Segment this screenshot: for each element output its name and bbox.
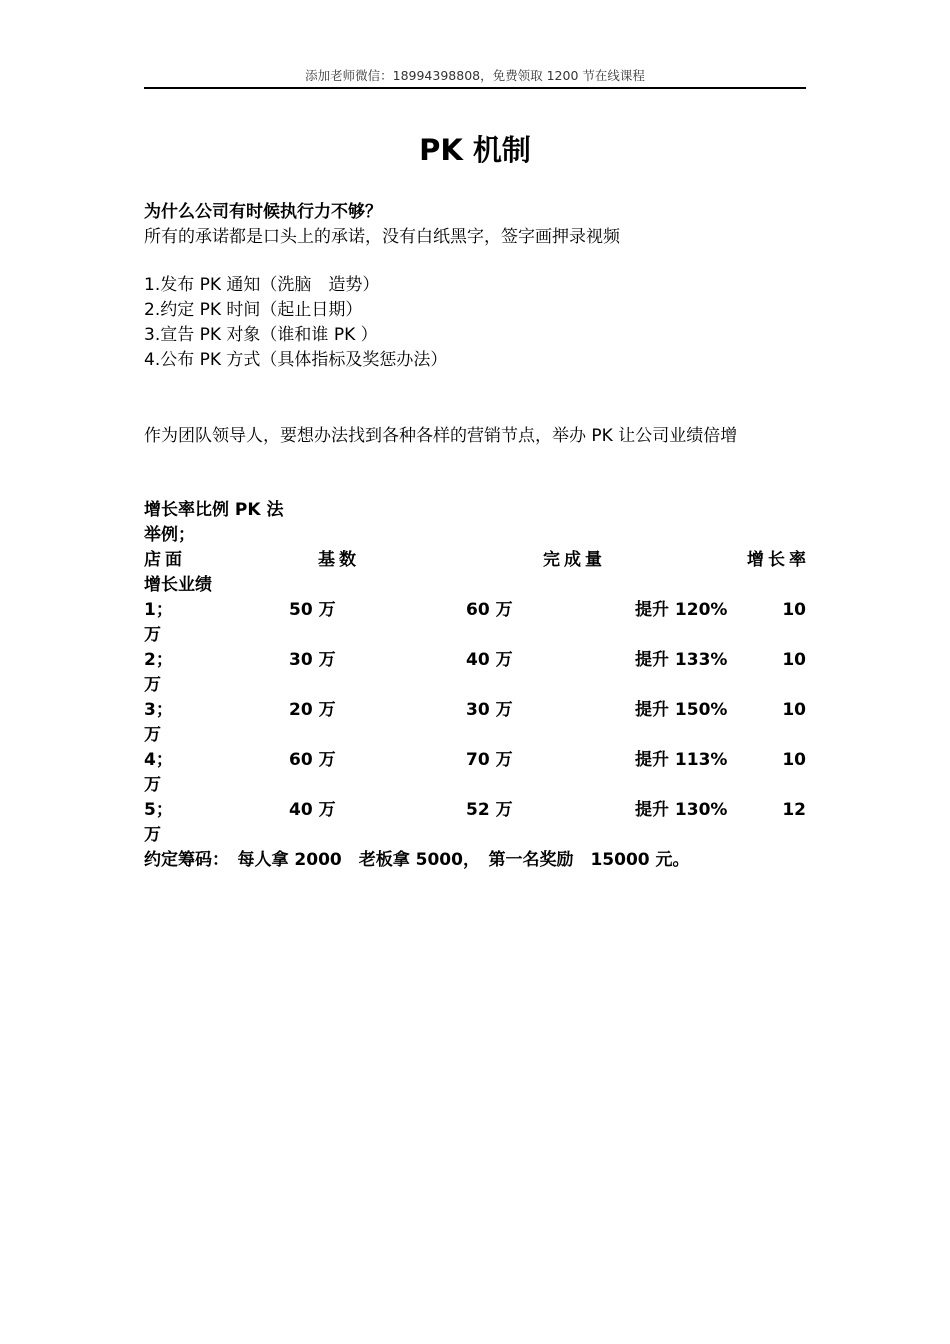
- row-gain-unit: 万: [144, 775, 161, 795]
- row-rate: 提升 113%: [635, 750, 728, 770]
- row-gain-unit: 万: [144, 725, 161, 745]
- row-gain-number: 10: [782, 600, 806, 620]
- page-title: PK 机制: [419, 133, 531, 167]
- row-done: 60 万: [466, 600, 513, 620]
- leader-note: 作为团队领导人，要想办法找到各种各样的营销节点，举办 PK 让公司业绩倍增: [144, 426, 738, 446]
- question-heading: 为什么公司有时候执行力不够？: [144, 202, 382, 222]
- row-done: 40 万: [466, 650, 513, 670]
- row-gain-number: 10: [782, 700, 806, 720]
- table-header-rate: 增长率: [747, 550, 810, 570]
- row-gain-number: 12: [782, 800, 806, 820]
- row-base: 60 万: [289, 750, 336, 770]
- table-header-done: 完成量: [543, 550, 606, 570]
- table-header-store: 店面: [144, 550, 186, 570]
- row-rate: 提升 133%: [635, 650, 728, 670]
- row-rate: 提升 120%: [635, 600, 728, 620]
- row-done: 52 万: [466, 800, 513, 820]
- row-store: 3；: [144, 700, 173, 720]
- row-store: 4；: [144, 750, 173, 770]
- row-gain-unit: 万: [144, 675, 161, 695]
- row-store: 2；: [144, 650, 173, 670]
- row-base: 20 万: [289, 700, 336, 720]
- answer-text: 所有的承诺都是口头上的承诺，没有白纸黑字，签字画押录视频: [144, 227, 620, 247]
- row-rate: 提升 130%: [635, 800, 728, 820]
- row-gain-number: 10: [782, 750, 806, 770]
- row-gain-number: 10: [782, 650, 806, 670]
- method-title: 增长率比例 PK 法: [144, 500, 284, 520]
- row-done: 70 万: [466, 750, 513, 770]
- row-done: 30 万: [466, 700, 513, 720]
- table-header-base: 基数: [318, 550, 360, 570]
- step-item: 1.发布 PK 通知（洗脑 造势）: [144, 275, 380, 295]
- step-item: 4.公布 PK 方式（具体指标及奖惩办法）: [144, 350, 448, 370]
- row-base: 30 万: [289, 650, 336, 670]
- table-header-gain: 增长业绩: [144, 575, 212, 595]
- row-rate: 提升 150%: [635, 700, 728, 720]
- row-gain-unit: 万: [144, 625, 161, 645]
- row-base: 50 万: [289, 600, 336, 620]
- stake-text: 约定筹码： 每人拿 2000 老板拿 5000， 第一名奖励 15000 元。: [144, 850, 690, 870]
- row-gain-unit: 万: [144, 825, 161, 845]
- header-divider: [144, 87, 806, 89]
- step-item: 3.宣告 PK 对象（谁和谁 PK ）: [144, 325, 378, 345]
- row-store: 5；: [144, 800, 173, 820]
- row-base: 40 万: [289, 800, 336, 820]
- example-label: 举例；: [144, 525, 195, 545]
- page-header: 添加老师微信：18994398808，免费领取 1200 节在线课程: [305, 68, 645, 83]
- row-store: 1；: [144, 600, 173, 620]
- step-item: 2.约定 PK 时间（起止日期）: [144, 300, 363, 320]
